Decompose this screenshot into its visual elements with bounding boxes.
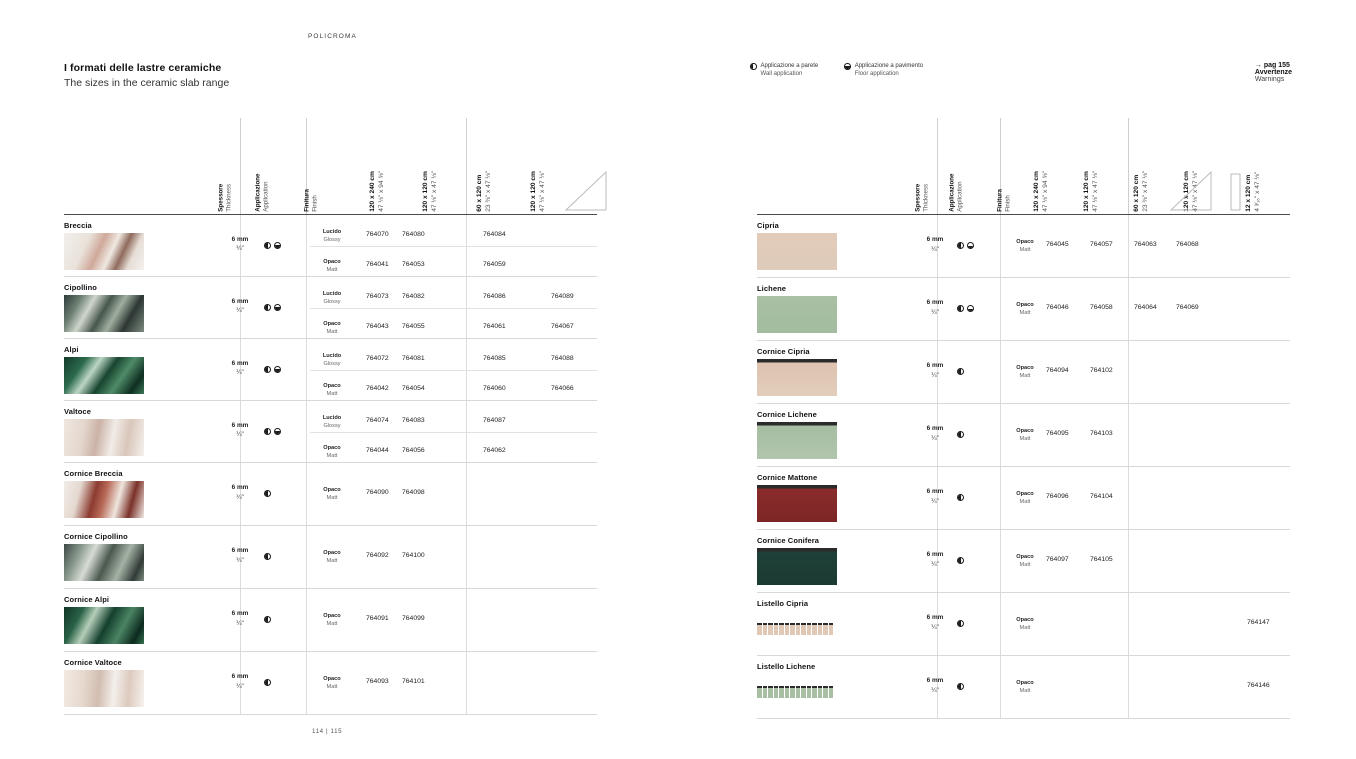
col-head-finish: Finitura Finish [996, 189, 1012, 212]
column-divider [1128, 404, 1129, 466]
column-divider [306, 652, 307, 714]
floor-circle-icon [967, 242, 974, 249]
column-divider [306, 401, 307, 462]
col-head-size-60x120: 60 x 120 cm 23 ⅜" x 47 ⅛" [1133, 171, 1150, 212]
column-divider [306, 526, 307, 588]
thickness-value: 6 mm ¼" [926, 236, 944, 253]
column-divider [1000, 215, 1001, 277]
color-swatch [64, 419, 144, 456]
triangle-shape-icon [1169, 170, 1213, 212]
material-name: Cornice Mattone [757, 473, 818, 482]
product-code[interactable]: 764105 [1090, 556, 1113, 563]
brand-label: POLICROMA [308, 33, 357, 40]
product-code[interactable]: 764147 [1247, 619, 1270, 626]
application-icons [957, 431, 964, 438]
product-code[interactable]: 764100 [402, 552, 425, 559]
thickness-value: 6 mm ¼" [231, 235, 249, 253]
product-code[interactable]: 764063 [1134, 241, 1157, 248]
material-name: Valtoce [64, 407, 91, 416]
application-icons [264, 242, 281, 249]
material-name: Lichene [757, 284, 787, 293]
legend-item-wall [750, 62, 818, 79]
material-name: Cornice Cipria [757, 347, 810, 356]
product-code[interactable]: 764041 [366, 261, 389, 268]
application-icons [957, 494, 964, 501]
application-icons [264, 553, 271, 560]
column-divider [1128, 467, 1129, 529]
column-divider [1128, 215, 1129, 277]
color-swatch [64, 295, 144, 332]
column-divider [466, 652, 467, 714]
product-code[interactable]: 764043 [366, 323, 389, 330]
product-code[interactable]: 764088 [551, 355, 574, 362]
column-divider [306, 339, 307, 400]
product-code[interactable]: 764083 [402, 417, 425, 424]
table-right-body [757, 215, 1290, 719]
material-name: Listello Cipria [757, 599, 809, 608]
col-head-thickness: Spessore Thickness [217, 184, 233, 212]
sub-divider [310, 246, 597, 247]
product-code[interactable]: 764054 [402, 385, 425, 392]
half-circle-icon [264, 679, 271, 686]
product-code[interactable]: 764104 [1090, 493, 1113, 500]
table-row[interactable] [64, 463, 597, 525]
product-code[interactable]: 764067 [551, 323, 574, 330]
product-code[interactable]: 764087 [483, 417, 506, 424]
column-divider [1000, 467, 1001, 529]
thickness-value: 6 mm ¼" [926, 614, 944, 631]
triangle-shape-icon [564, 170, 608, 212]
product-code[interactable]: 764061 [483, 323, 506, 330]
material-name: Cornice Breccia [64, 469, 123, 478]
application-icons [264, 616, 271, 623]
product-code[interactable]: 764069 [1176, 304, 1199, 311]
product-code[interactable]: 764086 [483, 293, 506, 300]
product-code[interactable]: 764085 [483, 355, 506, 362]
table-row[interactable] [757, 593, 1290, 655]
column-divider [306, 215, 307, 276]
col-head-size-60x120: 60 x 120 cm 23 ⅜" x 47 ⅛" [476, 171, 493, 212]
finish-label: Opaco Matt [1016, 428, 1034, 443]
product-code[interactable]: 764056 [402, 447, 425, 454]
product-code[interactable]: 764055 [402, 323, 425, 330]
application-icons [957, 368, 964, 375]
product-code[interactable]: 764081 [402, 355, 425, 362]
color-swatch [64, 233, 144, 270]
product-code[interactable]: 764094 [1046, 367, 1069, 374]
application-icons [264, 304, 281, 311]
application-icons [264, 428, 281, 435]
finish-label: Opaco Matt [1016, 302, 1034, 317]
col-head-size-120x240: 120 x 240 cm 47 ⅛" x 94 ⅝" [369, 171, 386, 212]
col-head-finish: Finitura Finish [303, 189, 319, 212]
product-code[interactable]: 764064 [1134, 304, 1157, 311]
product-code[interactable]: 764045 [1046, 241, 1069, 248]
product-code[interactable]: 764070 [366, 231, 389, 238]
application-icons [957, 557, 964, 564]
strip-shape-icon [1229, 170, 1255, 212]
color-swatch [757, 548, 837, 585]
material-name: Cornice Conifera [757, 536, 820, 545]
product-code[interactable]: 764044 [366, 447, 389, 454]
page-title-it: I formati delle lastre ceramiche [64, 62, 222, 74]
product-code[interactable]: 764072 [366, 355, 389, 362]
thickness-value: 6 mm ¼" [926, 551, 944, 568]
application-icons [264, 679, 271, 686]
column-divider [466, 526, 467, 588]
legend-floor-it: Applicazione a pavimento [854, 63, 924, 69]
product-code[interactable]: 764042 [366, 385, 389, 392]
warnings-link[interactable] [1255, 62, 1292, 83]
table-row[interactable] [64, 526, 597, 588]
half-circle-icon [957, 494, 964, 501]
column-divider [1128, 530, 1129, 592]
thickness-value: 6 mm ¼" [231, 547, 249, 564]
table-left-header [64, 118, 597, 214]
application-icons [957, 683, 964, 690]
table-right [757, 118, 1290, 719]
material-name: Alpi [64, 345, 79, 354]
material-name: Cornice Cipollino [64, 532, 128, 541]
column-divider [1000, 404, 1001, 466]
application-icons [957, 620, 964, 627]
finish-label: Lucido Glossy [322, 291, 342, 306]
half-circle-icon [957, 242, 964, 249]
half-circle-icon [264, 304, 271, 311]
floor-circle-icon [844, 63, 851, 70]
legend-item-floor [844, 62, 923, 79]
finish-label: Lucido Glossy [322, 415, 342, 430]
color-swatch [757, 686, 833, 698]
finish-label: Opaco Matt [1016, 365, 1034, 380]
thickness-value: 6 mm ¼" [926, 299, 944, 316]
product-code[interactable]: 764093 [366, 678, 389, 685]
color-swatch [64, 670, 144, 707]
product-code[interactable]: 764084 [483, 231, 506, 238]
sub-divider [310, 308, 597, 309]
col-head-size-120x120-a: 120 x 120 cm 47 ⅛" x 47 ⅛" [422, 171, 439, 212]
column-divider [466, 589, 467, 651]
legend-floor-en: Floor application [854, 71, 899, 78]
color-swatch [757, 422, 837, 459]
page-number: 114 | 115 [312, 728, 343, 735]
material-name: Breccia [64, 221, 92, 230]
product-code[interactable]: 764089 [551, 293, 574, 300]
finish-label: Opaco Matt [1016, 680, 1034, 695]
col-head-size-120x120-a: 120 x 120 cm 47 ⅛" x 47 ⅛" [1083, 171, 1100, 212]
sub-divider [310, 432, 597, 433]
finish-label: Opaco Matt [1016, 491, 1034, 506]
thickness-value: 6 mm ¼" [926, 362, 944, 379]
color-swatch [64, 481, 144, 518]
column-divider [1128, 278, 1129, 340]
material-name: Cornice Valtoce [64, 658, 122, 667]
product-code[interactable]: 764090 [366, 489, 389, 496]
application-icons [957, 242, 974, 249]
column-divider [1128, 593, 1129, 655]
col-head-size-120x240: 120 x 240 cm 47 ⅛" x 94 ⅝" [1033, 171, 1050, 212]
thickness-value: 6 mm ¼" [231, 484, 249, 501]
finish-label: Opaco Matt [323, 321, 341, 336]
finish-label: Lucido Glossy [322, 229, 342, 244]
thickness-value: 6 mm ¼" [231, 421, 249, 439]
material-name: Cipollino [64, 283, 97, 292]
sub-divider [310, 370, 597, 371]
page-title-en: The sizes in the ceramic slab range [64, 77, 230, 89]
thickness-value: 6 mm ¼" [231, 610, 249, 627]
product-code[interactable]: 764082 [402, 293, 425, 300]
finish-label: Opaco Matt [323, 613, 341, 628]
table-row[interactable] [64, 652, 597, 714]
column-divider [466, 463, 467, 525]
application-icons [957, 305, 974, 312]
material-name: Cornice Lichene [757, 410, 817, 419]
table-row[interactable] [757, 404, 1290, 466]
finish-label: Opaco Matt [323, 676, 341, 691]
half-circle-icon [957, 683, 964, 690]
column-divider [1128, 656, 1129, 718]
thickness-value: 6 mm ¼" [926, 677, 944, 694]
floor-circle-icon [274, 242, 281, 249]
half-circle-icon [957, 305, 964, 312]
product-code[interactable]: 764091 [366, 615, 389, 622]
thickness-value: 6 mm ¼" [231, 297, 249, 315]
half-circle-icon [750, 63, 757, 70]
color-swatch [757, 485, 837, 522]
product-code[interactable]: 764057 [1090, 241, 1113, 248]
product-code[interactable]: 764097 [1046, 556, 1069, 563]
finish-label: Lucido Glossy [322, 353, 342, 368]
table-row[interactable] [757, 278, 1290, 340]
product-code[interactable]: 764046 [1046, 304, 1069, 311]
finish-label: Opaco Matt [323, 550, 341, 565]
row-divider [64, 714, 597, 715]
row-divider [757, 718, 1290, 719]
table-row[interactable] [757, 341, 1290, 403]
thickness-value: 6 mm ¼" [231, 359, 249, 377]
product-code[interactable]: 764073 [366, 293, 389, 300]
color-swatch [757, 623, 833, 635]
floor-circle-icon [274, 304, 281, 311]
col-head-application: Applicazione Application [948, 173, 964, 212]
product-code[interactable]: 764096 [1046, 493, 1069, 500]
half-circle-icon [957, 557, 964, 564]
table-row[interactable] [64, 401, 597, 462]
product-code[interactable]: 764058 [1090, 304, 1113, 311]
half-circle-icon [957, 620, 964, 627]
finish-label: Opaco Matt [1016, 239, 1034, 254]
product-code[interactable]: 764098 [402, 489, 425, 496]
finish-label: Opaco Matt [1016, 617, 1034, 632]
table-row[interactable] [64, 589, 597, 651]
product-code[interactable]: 764102 [1090, 367, 1113, 374]
table-row[interactable] [757, 467, 1290, 529]
color-swatch [64, 357, 144, 394]
half-circle-icon [264, 242, 271, 249]
warnings-label-en: Warnings [1254, 76, 1285, 83]
column-divider [306, 277, 307, 338]
legend-wall-en: Wall application [760, 71, 803, 78]
product-code[interactable]: 764062 [483, 447, 506, 454]
application-icons [264, 490, 271, 497]
page-title [64, 62, 229, 89]
warnings-label-it: Avvertenze [1254, 69, 1292, 76]
table-left [64, 118, 597, 715]
half-circle-icon [264, 616, 271, 623]
table-row[interactable] [757, 656, 1290, 718]
legend-wall-it: Applicazione a parete [760, 63, 819, 69]
finish-label: Opaco Matt [323, 383, 341, 398]
floor-circle-icon [274, 366, 281, 373]
product-code[interactable]: 764074 [366, 417, 389, 424]
table-left-body [64, 215, 597, 715]
column-divider [306, 589, 307, 651]
column-divider [1128, 341, 1129, 403]
half-circle-icon [264, 366, 271, 373]
half-circle-icon [264, 490, 271, 497]
table-right-header [757, 118, 1290, 214]
column-divider [1000, 593, 1001, 655]
warnings-page-ref[interactable]: → pag 155 [1254, 62, 1290, 69]
product-code[interactable]: 764080 [402, 231, 425, 238]
col-head-size-120x120-b: 120 x 120 cm 47 ⅛" x 47 ⅛" [1183, 171, 1200, 212]
product-code[interactable]: 764095 [1046, 430, 1069, 437]
finish-label: Opaco Matt [323, 445, 341, 460]
product-code[interactable]: 764103 [1090, 430, 1113, 437]
application-icons [264, 366, 281, 373]
col-head-size-12x120: 12 x 120 cm 4 ³⁄₁₆" x 47 ⅛" [1245, 172, 1262, 212]
product-code[interactable]: 764146 [1247, 682, 1270, 689]
finish-label: Opaco Matt [323, 487, 341, 502]
col-head-thickness: Spessore Thickness [914, 184, 930, 212]
thickness-value: 6 mm ¼" [926, 488, 944, 505]
table-row[interactable] [757, 530, 1290, 592]
column-divider [1000, 530, 1001, 592]
product-code[interactable]: 764066 [551, 385, 574, 392]
half-circle-icon [264, 553, 271, 560]
floor-circle-icon [967, 305, 974, 312]
material-name: Listello Lichene [757, 662, 816, 671]
col-head-size-120x120-b: 120 x 120 cm 47 ⅛" x 47 ⅛" [530, 171, 547, 212]
product-code[interactable]: 764053 [402, 261, 425, 268]
column-divider [1000, 341, 1001, 403]
color-swatch [757, 359, 837, 396]
half-circle-icon [957, 431, 964, 438]
column-divider [306, 463, 307, 525]
table-row[interactable] [64, 339, 597, 400]
legend [750, 62, 923, 79]
table-row[interactable] [64, 215, 597, 276]
table-row[interactable] [757, 215, 1290, 277]
product-code[interactable]: 764099 [402, 615, 425, 622]
thickness-value: 6 mm ¼" [231, 673, 249, 690]
floor-circle-icon [274, 428, 281, 435]
color-swatch [64, 607, 144, 644]
product-code[interactable]: 764060 [483, 385, 506, 392]
product-code[interactable]: 764068 [1176, 241, 1199, 248]
finish-label: Opaco Matt [1016, 554, 1034, 569]
thickness-value: 6 mm ¼" [926, 425, 944, 442]
product-code[interactable]: 764101 [402, 678, 425, 685]
color-swatch [757, 233, 837, 270]
half-circle-icon [264, 428, 271, 435]
table-row[interactable] [64, 277, 597, 338]
column-divider [1000, 278, 1001, 340]
half-circle-icon [957, 368, 964, 375]
col-head-application: Applicazione Application [254, 173, 270, 212]
material-name: Cipria [757, 221, 779, 230]
finish-label: Opaco Matt [323, 259, 341, 274]
product-code[interactable]: 764092 [366, 552, 389, 559]
product-code[interactable]: 764059 [483, 261, 506, 268]
color-swatch [757, 296, 837, 333]
column-divider [1000, 656, 1001, 718]
material-name: Cornice Alpi [64, 595, 110, 604]
color-swatch [64, 544, 144, 581]
